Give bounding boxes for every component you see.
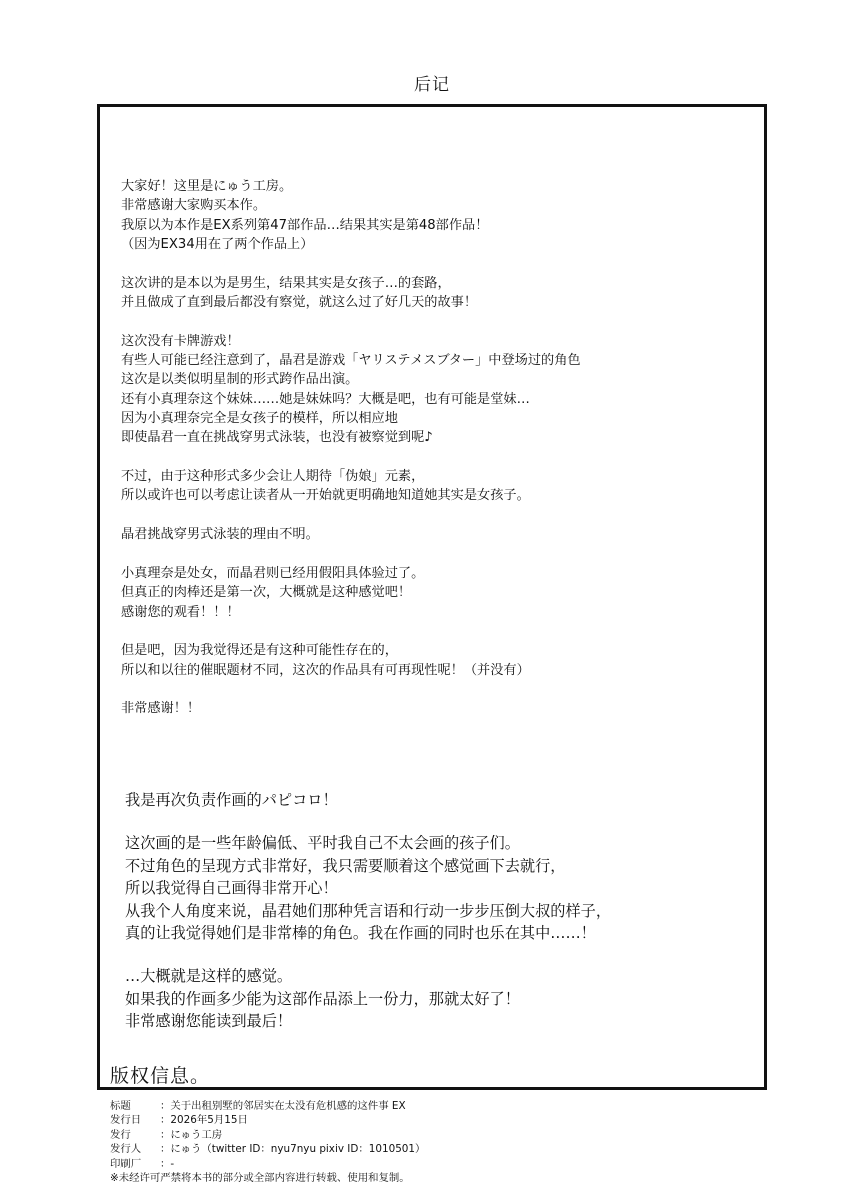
colophon-value: ：にゅう工房 — [160, 1128, 223, 1141]
colophon-label: 发行日 — [110, 1114, 142, 1127]
afterword-paragraph — [121, 332, 761, 448]
afterword-paragraph — [121, 177, 761, 254]
afterword-line: 不过，由于这种形式多少会让人期待「伪娘」元素， — [121, 469, 425, 485]
afterword-line: 并且做成了直到最后都没有察觉，就这么过了好几天的故事！ — [121, 294, 478, 310]
afterword-line: 这次没有卡牌游戏！ — [121, 333, 240, 349]
afterword-line: 这次是以类似明星制的形式跨作品出演。 — [121, 372, 359, 388]
afterword-line: 还有小真理奈这个妹妹……她是妹妹吗？大概是吧，也有可能是堂妹… — [121, 391, 530, 407]
colophon-label: 标题 — [110, 1100, 131, 1112]
afterword-line: 大家好！这里是にゅう工房。 — [121, 179, 293, 194]
afterword-line: 因为小真理奈完全是女孩子的模样，所以相应地 — [121, 410, 398, 426]
colophon — [110, 1099, 770, 1185]
page-title: 后记 — [414, 75, 450, 95]
afterword-line: （因为EX34用在了两个作品上） — [121, 236, 314, 252]
afterword-line: 小真理奈是处女，而晶君则已经用假阳具体验过了。 — [121, 565, 425, 581]
colophon-value: ：にゅう（twitter ID：nyu7nyu pixiv ID：1010501） — [160, 1143, 426, 1156]
colophon-row — [110, 1128, 770, 1142]
afterword-line: 有些人可能已经注意到了，晶君是游戏「ヤリステメスブター」中登场过的角色 — [121, 353, 581, 369]
artist-line: 不过角色的呈现方式非常好，我只需要顺着这个感觉画下去就行， — [125, 856, 566, 875]
afterword-line: 非常感谢！！ — [121, 701, 201, 717]
afterword-paragraph — [121, 274, 761, 313]
colophon-row — [110, 1113, 770, 1127]
colophon-value: ：关于出租别墅的邻居实在太没有危机感的这件事 EX — [160, 1100, 406, 1112]
afterword-line: 晶君挑战穿男式泳装的理由不明。 — [121, 527, 319, 543]
artist-line: 这次画的是一些年龄偏低、平时我自己不太会画的孩子们。 — [125, 834, 520, 853]
afterword-text — [121, 177, 761, 738]
afterword-paragraph — [121, 641, 761, 680]
artist-line: 我是再次负责作画的パピコロ！ — [125, 791, 338, 809]
afterword-line: 所以和以往的催眠题材不同，这次的作品具有可再现性呢！（并没有） — [121, 662, 530, 678]
artist-line: …大概就是这样的感觉。 — [125, 967, 293, 986]
afterword-line: 这次讲的是本以为是男生，结果其实是女孩子…的套路， — [121, 275, 451, 291]
colophon-label: 发行 — [110, 1128, 131, 1141]
artist-line: 真的让我觉得她们是非常棒的角色。我在作画的同时也乐在其中……！ — [125, 924, 596, 943]
artist-paragraph — [125, 789, 755, 811]
afterword-line: 我原以为本作是EX系列第47部作品…结果其实是第48部作品！ — [121, 217, 489, 233]
colophon-row — [110, 1099, 770, 1113]
artist-paragraph — [125, 965, 755, 1032]
colophon-label: 印刷厂 — [110, 1157, 142, 1170]
afterword-line: 感谢您的观看！！！ — [121, 604, 240, 620]
afterword-paragraph — [121, 467, 761, 506]
colophon-label: 发行人 — [110, 1143, 142, 1156]
afterword-paragraph — [121, 564, 761, 622]
artist-paragraph — [125, 832, 755, 944]
afterword-paragraph — [121, 525, 761, 544]
colophon-row — [110, 1142, 770, 1156]
afterword-line: 但是吧，因为我觉得还是有这种可能性存在的， — [121, 643, 398, 659]
colophon-value: ：2026年5月15日 — [160, 1114, 248, 1127]
afterword-line: 所以或许也可以考虑让读者从一开始就更明确地知道她其实是女孩子。 — [121, 488, 530, 504]
afterword-paragraph — [121, 699, 761, 718]
afterword-line: 但真正的肉棒还是第一次，大概就是这种感觉吧！ — [121, 585, 412, 601]
copyright-heading: 版权信息。 — [110, 1065, 211, 1087]
copyright-notice: ※未经许可严禁将本书的部分或全部内容进行转载、使用和复制。 — [110, 1172, 410, 1185]
artist-line: 所以我觉得自己画得非常开心！ — [125, 879, 338, 898]
artist-line: 非常感谢您能读到最后！ — [125, 1012, 293, 1031]
artist-line: 从我个人角度来说，晶君她们那种凭言语和行动一步步压倒大叔的样子， — [125, 901, 611, 920]
colophon-value: ：- — [160, 1157, 175, 1170]
afterword-line: 非常感谢大家购买本作。 — [121, 198, 267, 214]
artist-line: 如果我的作画多少能为这部作品添上一份力，那就太好了！ — [125, 989, 520, 1008]
colophon-row — [110, 1157, 770, 1171]
artist-message — [125, 789, 755, 1054]
afterword-line: 即使晶君一直在挑战穿男式泳装，也没有被察觉到呢♪ — [121, 430, 433, 446]
